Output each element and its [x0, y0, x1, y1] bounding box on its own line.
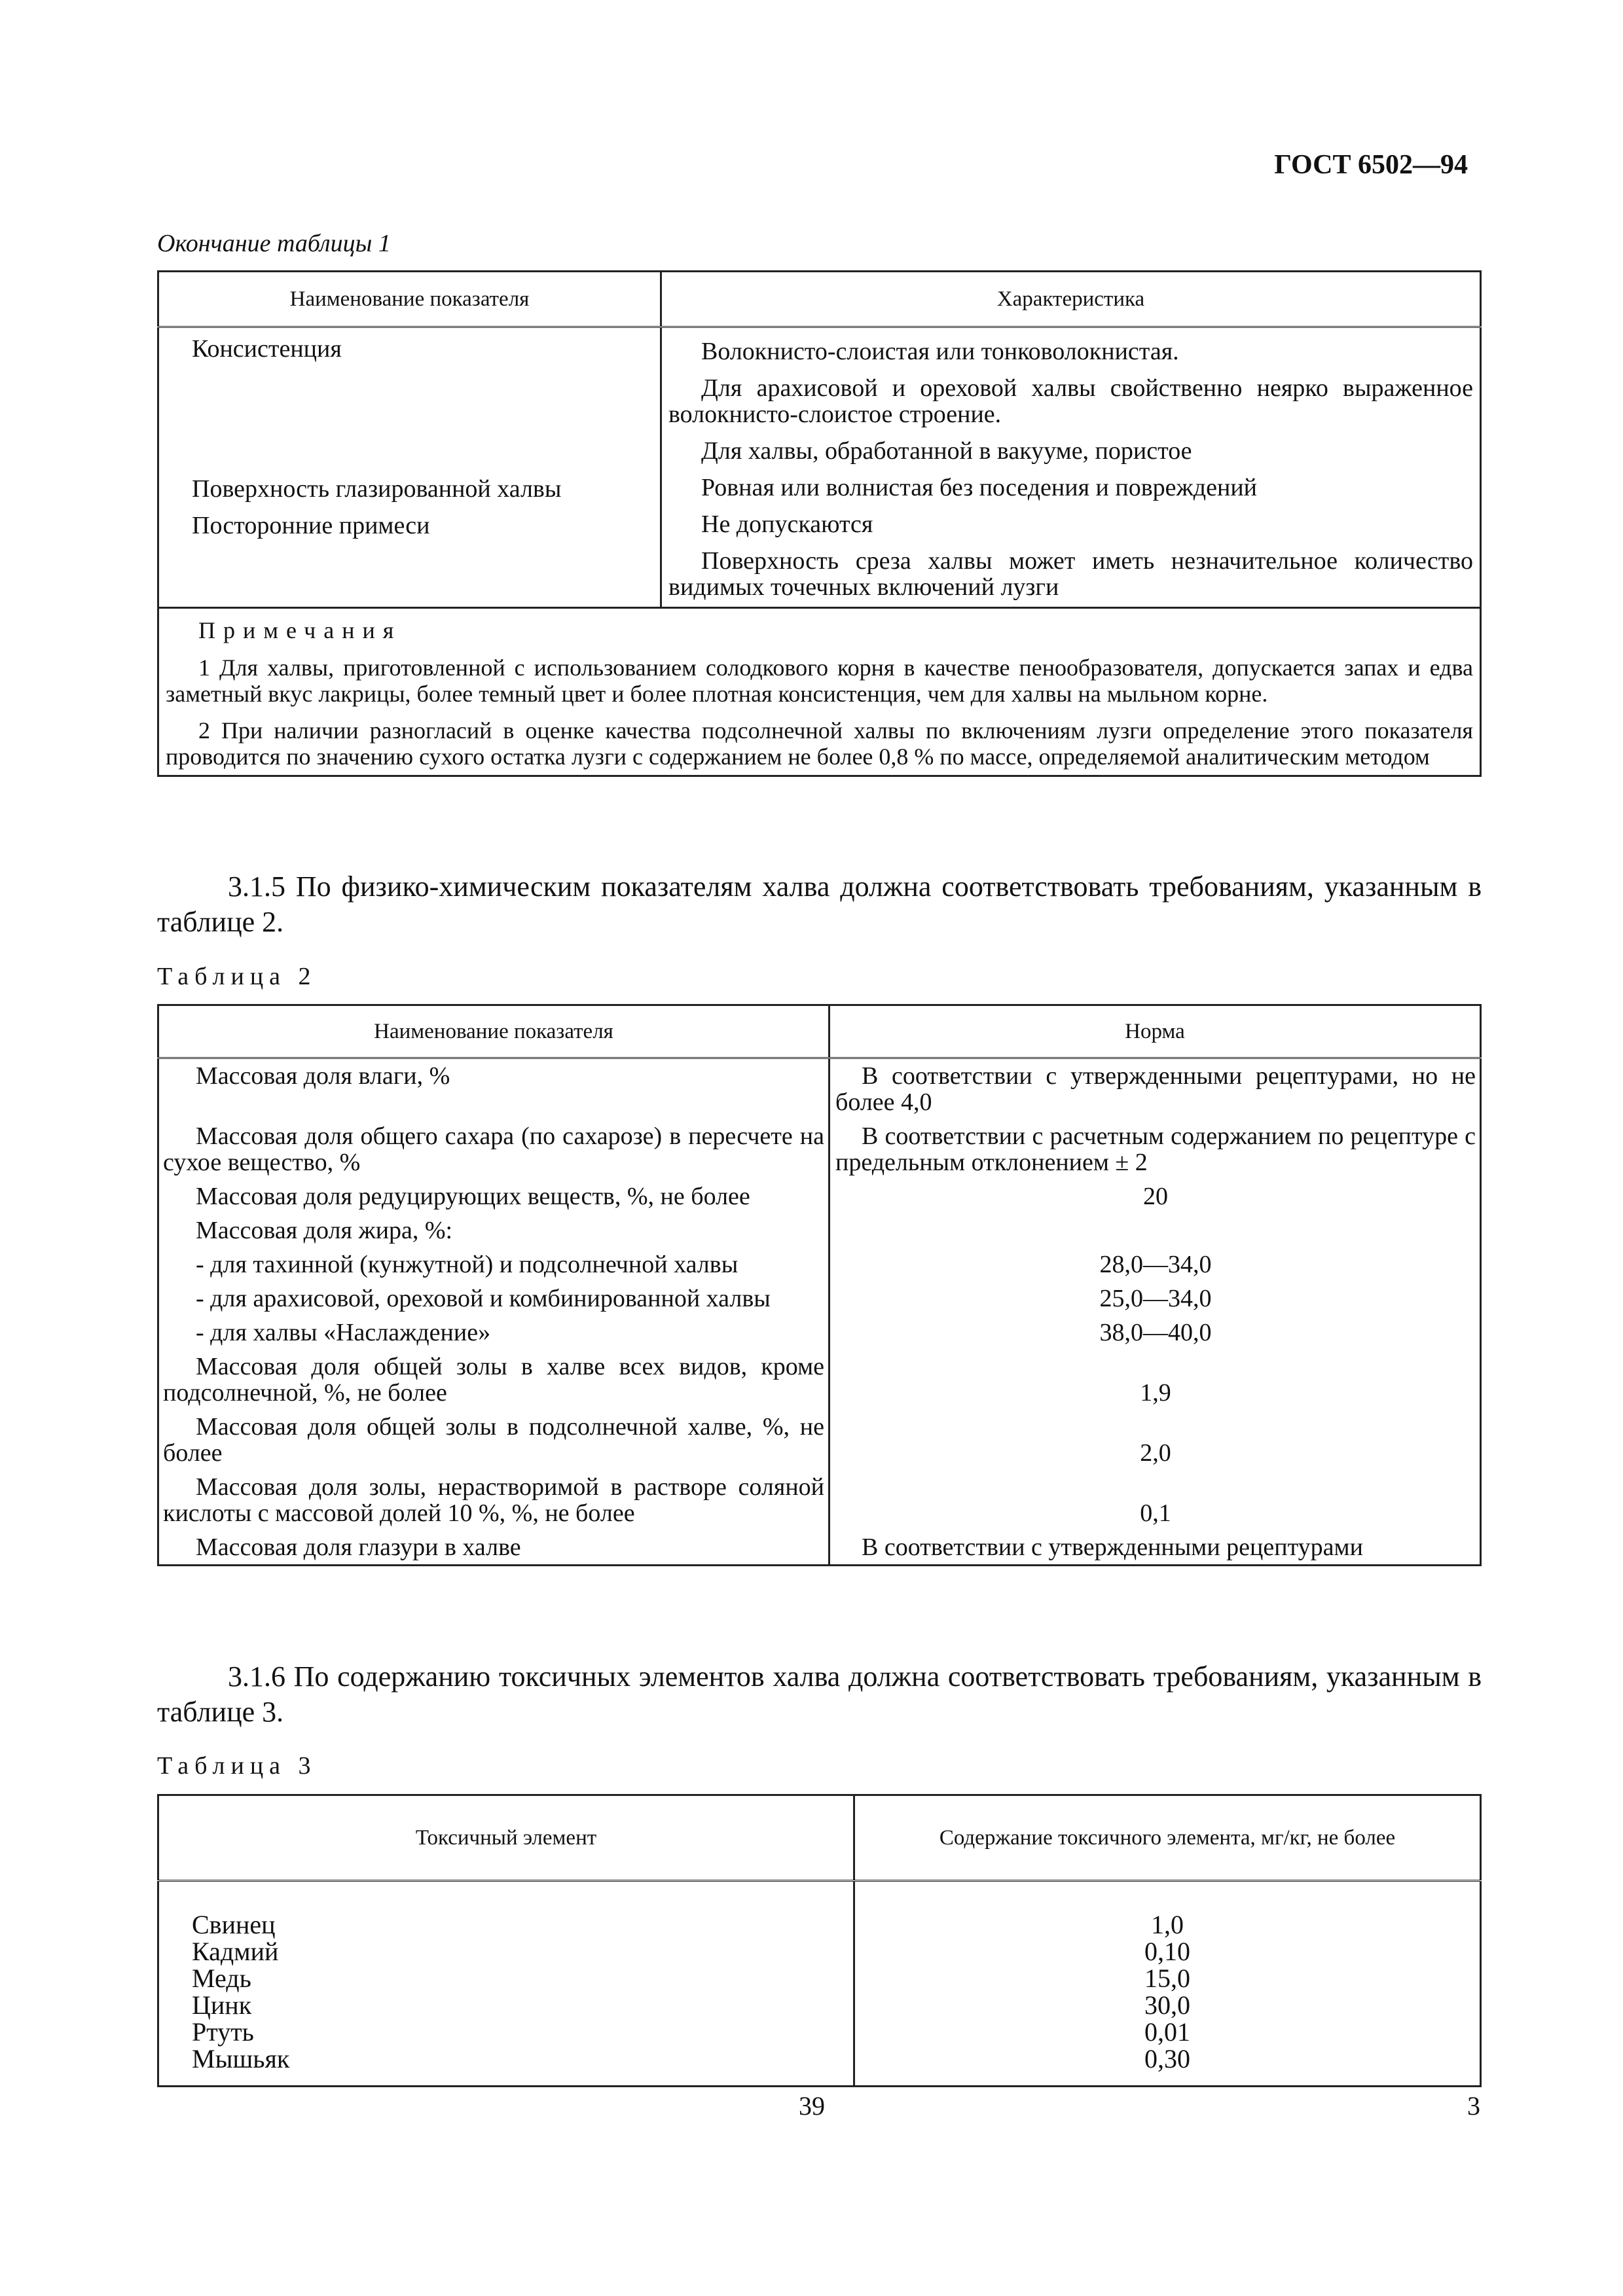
element-name: Медь [192, 1964, 251, 1993]
row-value: 0,1 [1140, 1499, 1171, 1527]
row-value: Для арахисовой и ореховой халвы свойственно неярко выраженное волокнисто-слоистое строение. [668, 374, 1473, 428]
table-row [158, 1530, 1481, 1566]
row-value: В соответствии с утвержденными рецептурами, но не более 4,0 [835, 1062, 1476, 1116]
row-name: Массовая доля общего сахара (по сахарозе) в пересчете на сухое вещество, % [158, 1119, 830, 1179]
row-name: Массовая доля глазури в халве [158, 1530, 830, 1566]
element-name: Цинк [192, 1990, 252, 2020]
table-1 [157, 270, 1482, 777]
row-name: - для арахисовой, ореховой и комбинированной халвы [158, 1282, 830, 1316]
table-3 [157, 1794, 1482, 2087]
row-value: Волокнисто-слоистая или тонковолокнистая. [701, 338, 1179, 365]
note-item: 1 Для халвы, приготовленной с использованием солодкового корня в качестве пенообразователя, допускается запах и едва заметный вкус лакрицы, более темный цвет и более плотная консистенция, чем для халвы на мыльном корне. [166, 655, 1473, 707]
row-value: 1,9 [1140, 1379, 1171, 1407]
table2-caption: Таблица 2 [157, 963, 317, 990]
table2-header-name: Наименование показателя [158, 1005, 830, 1058]
row-values [661, 471, 1481, 507]
row-value: В соответствии с утвержденными рецептурами [862, 1534, 1363, 1561]
paragraph-3-1-6: 3.1.6 По содержанию токсичных элементов халва должна соответствовать требованиям, указанным в таблице 3. [157, 1660, 1482, 1728]
table-row [158, 1213, 1481, 1247]
table-row [158, 1282, 1481, 1316]
table2-header-norm: Норма [830, 1005, 1481, 1058]
row-values [661, 507, 1481, 608]
table-row [158, 1058, 1481, 1120]
table-row [158, 1470, 1481, 1530]
table-row [158, 1350, 1481, 1410]
element-value: 0,10 [1144, 1937, 1190, 1966]
table3-header-content: Содержание токсичного элемента, мг/кг, не более [854, 1795, 1481, 1881]
row-name: Посторонние примеси [158, 507, 661, 608]
element-value: 1,0 [1151, 1910, 1184, 1939]
table1-notes [158, 608, 1481, 776]
row-value: Для халвы, обработанной в вакууме, пористое [701, 437, 1192, 465]
standard-code: ГОСТ 6502—94 [1274, 150, 1468, 180]
table3-header-element: Токсичный элемент [158, 1795, 854, 1881]
note-item: 2 При наличии разногласий в оценке качества подсолнечной халвы по включениям лузги определение этого показателя проводится по значению сухого остатка лузги с содержанием не более 0,8 % по массе, определяемой аналитическим методом [166, 717, 1473, 770]
element-name: Мышьяк [192, 2044, 290, 2073]
row-value: Ровная или волнистая без поседения и повреждений [701, 474, 1257, 501]
table1-header-characteristic: Характеристика [661, 272, 1481, 327]
table-row [158, 1247, 1481, 1282]
page-number-center: 39 [799, 2091, 825, 2121]
row-name: - для тахинной (кунжутной) и подсолнечной халвы [158, 1247, 830, 1282]
row-name: Консистенция [158, 327, 661, 471]
table1-caption: Окончание таблицы 1 [157, 230, 391, 257]
row-name: Массовая доля общей золы в халве всех видов, кроме подсолнечной, %, не более [158, 1350, 830, 1410]
row-value: Не допускаются [701, 511, 873, 538]
row-value: В соответствии с расчетным содержанием по рецептуре с предельным отклонением ± 2 [835, 1122, 1476, 1176]
row-value: 2,0 [1140, 1439, 1171, 1467]
element-value: 15,0 [1144, 1964, 1190, 1993]
table-row [158, 327, 1481, 471]
table3-caption: Таблица 3 [157, 1752, 317, 1780]
table-row [158, 1119, 1481, 1179]
row-value: Поверхность среза халвы может иметь незначительное количество видимых точечных включений лузги [668, 547, 1473, 601]
row-value: 28,0—34,0 [1099, 1251, 1212, 1278]
table-row [158, 1179, 1481, 1213]
row-name: Массовая доля редуцирующих веществ, %, не более [158, 1179, 830, 1213]
table-row [158, 1410, 1481, 1470]
row-value: 25,0—34,0 [1099, 1285, 1212, 1312]
table-row [158, 471, 1481, 507]
table-2 [157, 1004, 1482, 1566]
element-name: Кадмий [192, 1937, 279, 1966]
element-value-list [854, 1881, 1481, 2087]
row-value [830, 1213, 1481, 1247]
element-list [158, 1881, 854, 2087]
page-number-right: 3 [1467, 2091, 1480, 2121]
paragraph-3-1-5: 3.1.5 По физико-химическим показателям халва должна соответствовать требованиям, указанным в таблице 2. [157, 870, 1482, 938]
notes-title: Примечания [198, 617, 402, 643]
row-value: 20 [1143, 1183, 1168, 1210]
element-name: Свинец [192, 1910, 276, 1939]
table-row [158, 1881, 1481, 2087]
element-value: 30,0 [1144, 1990, 1190, 2020]
row-name: Поверхность глазированной халвы [158, 471, 661, 507]
row-name: Массовая доля общей золы в подсолнечной халве, %, не более [158, 1410, 830, 1470]
row-values [661, 327, 1481, 471]
element-name: Ртуть [192, 2017, 254, 2047]
row-name: - для халвы «Наслаждение» [158, 1316, 830, 1350]
table-row [158, 507, 1481, 608]
row-name: Массовая доля золы, нерастворимой в растворе соляной кислоты с массовой долей 10 %, %, не более [158, 1470, 830, 1530]
row-name: Массовая доля жира, %: [158, 1213, 830, 1247]
row-name: Массовая доля влаги, % [158, 1058, 830, 1120]
row-value: 38,0—40,0 [1099, 1319, 1212, 1346]
table1-header-name: Наименование показателя [158, 272, 661, 327]
element-value: 0,01 [1144, 2017, 1190, 2047]
element-value: 0,30 [1144, 2044, 1190, 2073]
table-row [158, 1316, 1481, 1350]
